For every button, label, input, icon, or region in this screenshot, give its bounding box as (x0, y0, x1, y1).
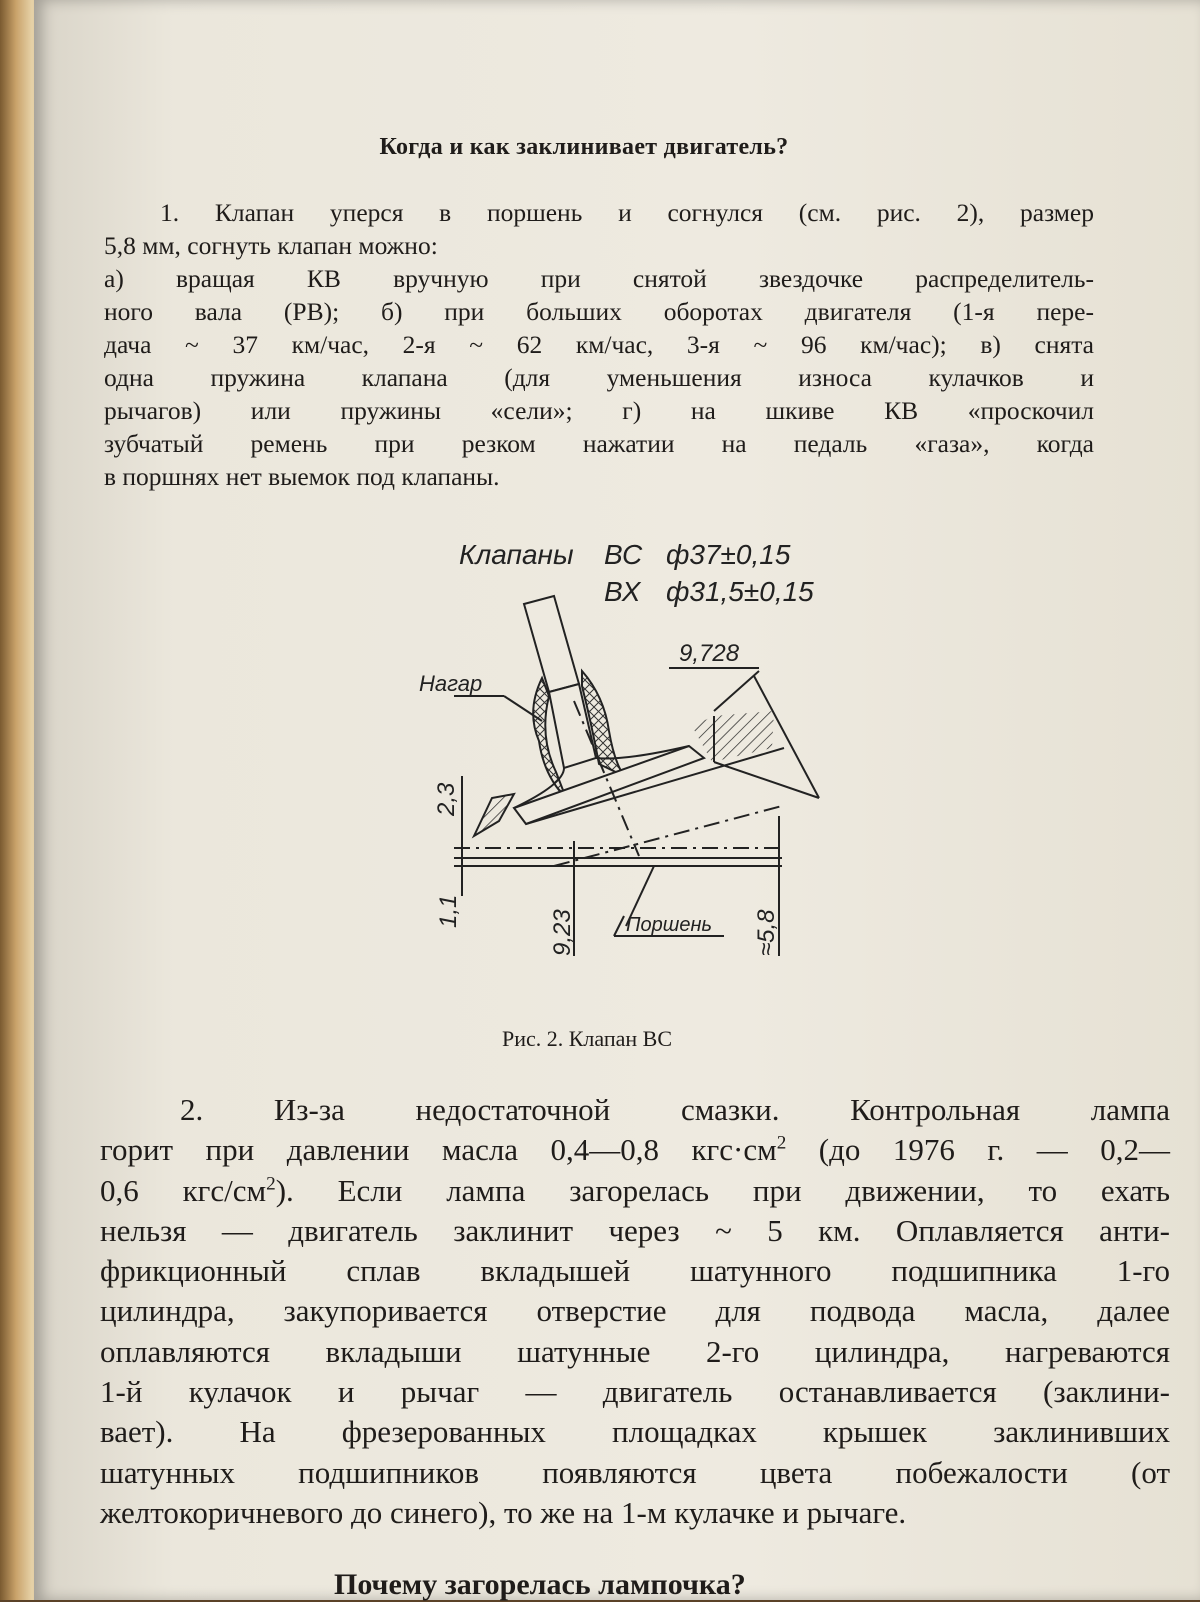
paragraph-2 (100, 1090, 1170, 1533)
dim-58: ≈5,8 (753, 909, 780, 956)
p1-line: одна пружина клапана (для уменьшения износа кулачков и (104, 363, 1094, 392)
p1-line: 1. Клапан уперся в поршень и согнулся (см. рис. 2), размер (160, 198, 1094, 227)
p1-line: ного вала (РВ); б) при больших оборотах двигателя (1-я пере- (104, 297, 1094, 326)
p2-line: фрикционный сплав вкладышей шатунного подшипника 1-го (100, 1253, 1170, 1289)
label-bx-dim: ф31,5±0,15 (666, 576, 814, 607)
label-bc: ВС (604, 539, 643, 570)
valve-figure (414, 536, 834, 986)
dim-9728: 9,728 (679, 640, 740, 667)
next-section-title: Почему загорелась лампочка? (334, 1568, 746, 1601)
label-bc-dim: ф37±0,15 (666, 539, 791, 570)
dim-11: 1,1 (435, 894, 462, 928)
label-nagar: Нагар (419, 671, 483, 696)
p2-line: цилиндра, закупоривается отверстие для подвода масла, далее (100, 1293, 1170, 1329)
book-page (34, 0, 1200, 1600)
dim-23: 2,3 (433, 782, 460, 816)
p2-line: 1-й кулачок и рычаг — двигатель останавливается (заклини- (100, 1374, 1170, 1410)
p1-line: дача ~ 37 км/час, 2-я ~ 62 км/час, 3-я ~ 96 км/час); в) снята (104, 330, 1094, 359)
dim-923: 9,23 (549, 909, 576, 956)
p2-text: 0,6 кгс/см (100, 1172, 267, 1208)
superscript: 2 (266, 1173, 276, 1195)
paragraph-1 (104, 196, 1094, 493)
p1-line: в поршнях нет выемок под клапаны. (104, 462, 500, 491)
p2-text: горит при давлении масла 0,4—0,8 кгс·см (100, 1132, 777, 1168)
figure-caption: Рис. 2. Клапан ВС (501, 1026, 673, 1051)
label-piston: Поршень (626, 914, 712, 936)
p2-line (100, 1171, 1170, 1211)
p1-line: зубчатый ремень при резком нажатии на педаль «газа», когда (104, 429, 1094, 458)
label-bx: ВХ (604, 576, 641, 607)
superscript: 2 (776, 1132, 787, 1154)
p2-line: оплавляются вкладыши шатунные 2-го цилиндра, нагреваются (100, 1333, 1170, 1369)
p1-line: а) вращая КВ вручную при снятой звездочке распределитель- (104, 264, 1094, 293)
p2-line: вает). На фрезерованных площадках крышек заклинивших (100, 1414, 1170, 1450)
p1-line: 5,8 мм, согнуть клапан можно: (104, 231, 438, 260)
p2-line: 2. Из-за недостаточной смазки. Контрольная лампа (180, 1092, 1170, 1127)
p2-text: ). Если лампа загорелась при движении, то ехать (275, 1172, 1171, 1208)
p2-text: (до 1976 г. — 0,2— (786, 1132, 1170, 1168)
page-title: Когда и как заклинивает двигатель? (379, 134, 789, 160)
p1-line: рычагов) или пружины «сели»; г) на шкиве КВ «проскочил (104, 396, 1094, 425)
label-valves: Клапаны (459, 539, 574, 570)
p2-line (100, 1130, 1170, 1170)
p2-line: желтокоричневого до синего), то же на 1-м кулачке и рычаге. (100, 1494, 907, 1530)
p2-line: нельзя — двигатель заклинит через ~ 5 км. Оплавляется анти- (100, 1212, 1170, 1248)
p2-line: шатунных подшипников появляются цвета побежалости (от (100, 1454, 1170, 1490)
